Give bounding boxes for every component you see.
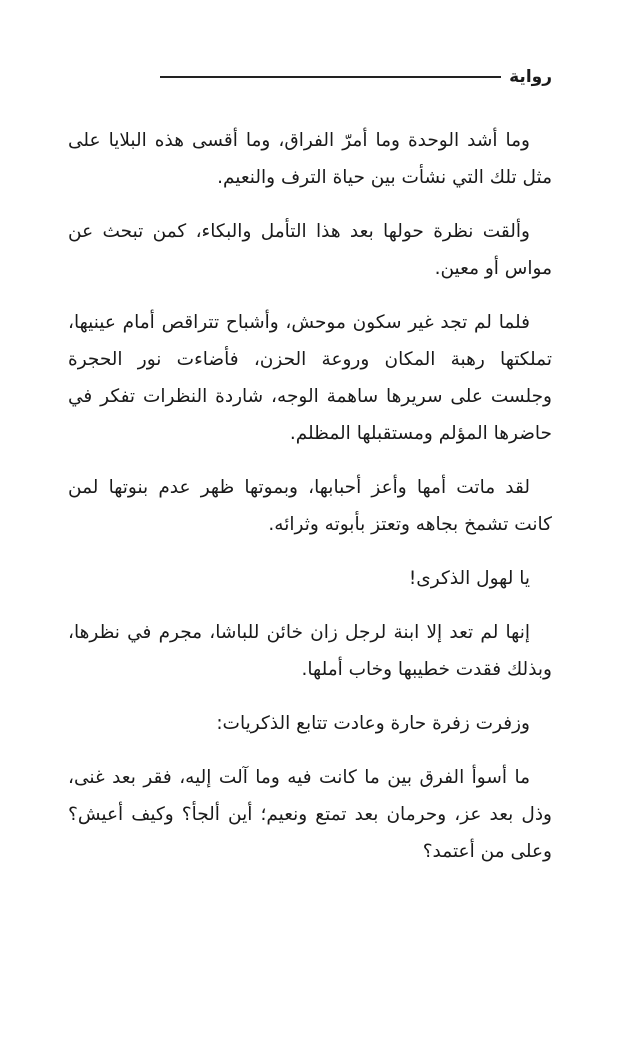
header-rule [160, 76, 501, 78]
paragraph: لقد ماتت أمها وأعز أحبابها، وبموتها ظهر عدم بنوتها لمن كانت تشمخ بجاهه وتعتز بأبوته وثرائه. [68, 477, 552, 535]
running-header [152, 62, 552, 92]
paragraph: يا لهول الذكرى! [408, 568, 530, 589]
paragraph: ما أسوأ الفرق بين ما كانت فيه وما آلت إليه، فقر بعد غنى، وذل بعد عز، وحرمان بعد تمتع ونعيم؛ أين ألجأ؟ وكيف أعيش؟ وعلى من أعتمد؟ [68, 767, 552, 862]
paragraph: وزفرت زفرة حارة وعادت تتابع الذكريات: [216, 713, 530, 734]
book-title: رواية [509, 67, 552, 87]
paragraph: وما أشد الوحدة وما أمرّ الفراق، وما أقسى هذه البلايا على مثل تلك التي نشأت بين حياة الترف والنعيم. [68, 130, 552, 188]
body-text [68, 122, 552, 887]
paragraph: إنها لم تعد إلا ابنة لرجل زان خائن للباشا، مجرم في نظرها، وبذلك فقدت خطيبها وخاب أملها. [68, 622, 552, 680]
paragraph: فلما لم تجد غير سكون موحش، وأشباح تتراقص أمام عينيها، تملكتها رهبة المكان وروعة الحزن، فأضاءت نور الحجرة وجلست على سريرها ساهمة الوجه، شاردة النظرات تفكر في حاضرها المؤلم ومستقبلها المظلم. [68, 312, 552, 444]
paragraph: وألقت نظرة حولها بعد هذا التأمل والبكاء، كمن تبحث عن مواس أو معين. [68, 221, 552, 279]
